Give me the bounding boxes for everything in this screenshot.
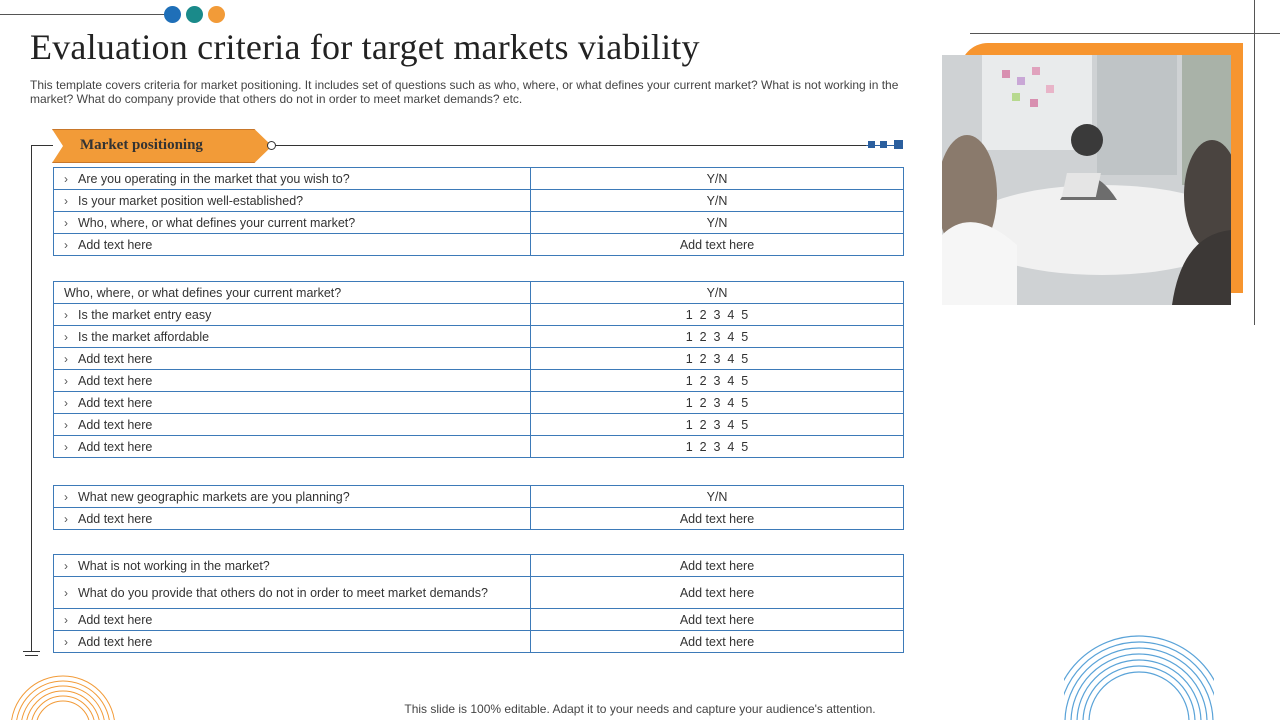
criteria-question: Add text here — [78, 511, 153, 526]
criteria-answer: Add text here — [531, 508, 904, 530]
criteria-table-positioning — [53, 167, 904, 256]
connector-top — [31, 145, 53, 146]
criteria-answer: Y/N — [531, 190, 904, 212]
table-row — [54, 370, 904, 392]
criteria-question-cell — [54, 326, 531, 348]
criteria-answer: Y/N — [531, 282, 904, 304]
table-row — [54, 555, 904, 577]
chevron-right-icon: › — [64, 511, 68, 526]
criteria-answer: 1 2 3 4 5 — [531, 304, 904, 326]
criteria-answer: Add text here — [531, 577, 904, 609]
chevron-right-icon: › — [64, 171, 68, 186]
photo-deco-line — [1254, 0, 1255, 325]
criteria-answer: 1 2 3 4 5 — [531, 414, 904, 436]
criteria-question-cell — [54, 348, 531, 370]
criteria-question-cell — [54, 282, 531, 304]
connector-foot — [25, 655, 38, 656]
criteria-question: Is the market affordable — [78, 329, 210, 344]
table-row — [54, 631, 904, 653]
criteria-answer: 1 2 3 4 5 — [531, 392, 904, 414]
chevron-right-icon: › — [64, 634, 68, 649]
slide-description: This template covers criteria for market positioning. It includes set of questions such as who, where, or what defines your current market? What is not working in the market? What do company provide that others do not in order to meet market demands? etc. — [30, 78, 899, 106]
criteria-answer: 1 2 3 4 5 — [531, 436, 904, 458]
criteria-question: Who, where, or what defines your current market? — [78, 215, 356, 230]
criteria-answer: 1 2 3 4 5 — [531, 370, 904, 392]
criteria-question-cell — [54, 414, 531, 436]
table-row — [54, 234, 904, 256]
criteria-question-cell — [54, 392, 531, 414]
criteria-question: Add text here — [78, 634, 153, 649]
slide-title: Evaluation criteria for target markets viability — [30, 27, 700, 67]
section-label: Market positioning — [80, 137, 203, 153]
blue-dot-icon — [164, 6, 181, 23]
criteria-question: Is your market position well-established? — [78, 193, 304, 208]
criteria-answer: Add text here — [531, 631, 904, 653]
orange-dot-icon — [208, 6, 225, 23]
chevron-right-icon: › — [64, 215, 68, 230]
table-row — [54, 168, 904, 190]
criteria-question-cell — [54, 436, 531, 458]
criteria-table-demands — [53, 554, 904, 653]
chevron-right-icon: › — [64, 489, 68, 504]
table-row — [54, 414, 904, 436]
rule-knob-icon — [267, 141, 276, 150]
chevron-right-icon: › — [64, 439, 68, 454]
chevron-right-icon: › — [64, 395, 68, 410]
table-row — [54, 304, 904, 326]
table-row — [54, 577, 904, 609]
criteria-question: What do you provide that others do not in order to meet market demands? — [78, 585, 488, 600]
table-row — [54, 348, 904, 370]
criteria-question-cell — [54, 486, 531, 508]
criteria-question-cell — [54, 370, 531, 392]
table-row — [54, 609, 904, 631]
criteria-question: Add text here — [78, 612, 153, 627]
criteria-question-cell — [54, 234, 531, 256]
chevron-right-icon: › — [64, 585, 68, 600]
criteria-question: Add text here — [78, 439, 153, 454]
chevron-right-icon: › — [64, 237, 68, 252]
criteria-question: Are you operating in the market that you wish to? — [78, 171, 350, 186]
criteria-question-cell — [54, 609, 531, 631]
table-row — [54, 486, 904, 508]
header-rule — [0, 14, 165, 15]
criteria-question-cell — [54, 577, 531, 609]
criteria-answer: 1 2 3 4 5 — [531, 326, 904, 348]
criteria-question: Is the market entry easy — [78, 307, 212, 322]
table-row — [54, 212, 904, 234]
criteria-answer: 1 2 3 4 5 — [531, 348, 904, 370]
criteria-answer: Add text here — [531, 609, 904, 631]
criteria-question-cell — [54, 631, 531, 653]
criteria-question: What new geographic markets are you planning? — [78, 489, 350, 504]
table-row — [54, 392, 904, 414]
criteria-answer: Add text here — [531, 555, 904, 577]
criteria-question-cell — [54, 212, 531, 234]
section-rule — [271, 145, 871, 146]
criteria-question: What is not working in the market? — [78, 558, 270, 573]
table-row — [54, 190, 904, 212]
chevron-right-icon: › — [64, 329, 68, 344]
meeting-photo-illustration — [942, 55, 1231, 305]
photo-deco-line — [970, 33, 1280, 34]
criteria-question-cell — [54, 168, 531, 190]
criteria-question: Add text here — [78, 373, 153, 388]
criteria-question: Add text here — [78, 237, 153, 252]
criteria-question-cell — [54, 190, 531, 212]
criteria-answer: Add text here — [531, 234, 904, 256]
criteria-question-cell — [54, 304, 531, 326]
criteria-answer: Y/N — [531, 212, 904, 234]
square-marker-icon — [880, 141, 887, 148]
chevron-right-icon: › — [64, 612, 68, 627]
chevron-right-icon: › — [64, 558, 68, 573]
connector-vertical — [31, 145, 32, 651]
connector-foot — [23, 651, 40, 652]
chevron-right-icon: › — [64, 373, 68, 388]
slide-footer: This slide is 100% editable. Adapt it to your needs and capture your audience's attention. — [404, 702, 876, 716]
chevron-right-icon: › — [64, 351, 68, 366]
criteria-question-cell — [54, 555, 531, 577]
table-row — [54, 326, 904, 348]
criteria-question-cell — [54, 508, 531, 530]
meeting-photo — [942, 55, 1231, 305]
criteria-table-geographic — [53, 485, 904, 530]
criteria-table-ratings — [53, 281, 904, 458]
table-row — [54, 282, 904, 304]
criteria-question: Add text here — [78, 395, 153, 410]
criteria-question: Add text here — [78, 417, 153, 432]
criteria-answer: Y/N — [531, 168, 904, 190]
square-marker-icon — [868, 141, 875, 148]
table-row — [54, 508, 904, 530]
table-row — [54, 436, 904, 458]
chevron-right-icon: › — [64, 417, 68, 432]
criteria-question: Who, where, or what defines your current market? — [64, 285, 342, 300]
teal-dot-icon — [186, 6, 203, 23]
chevron-right-icon: › — [64, 193, 68, 208]
square-marker-icon — [894, 140, 903, 149]
criteria-answer: Y/N — [531, 486, 904, 508]
criteria-question: Add text here — [78, 351, 153, 366]
chevron-right-icon: › — [64, 307, 68, 322]
